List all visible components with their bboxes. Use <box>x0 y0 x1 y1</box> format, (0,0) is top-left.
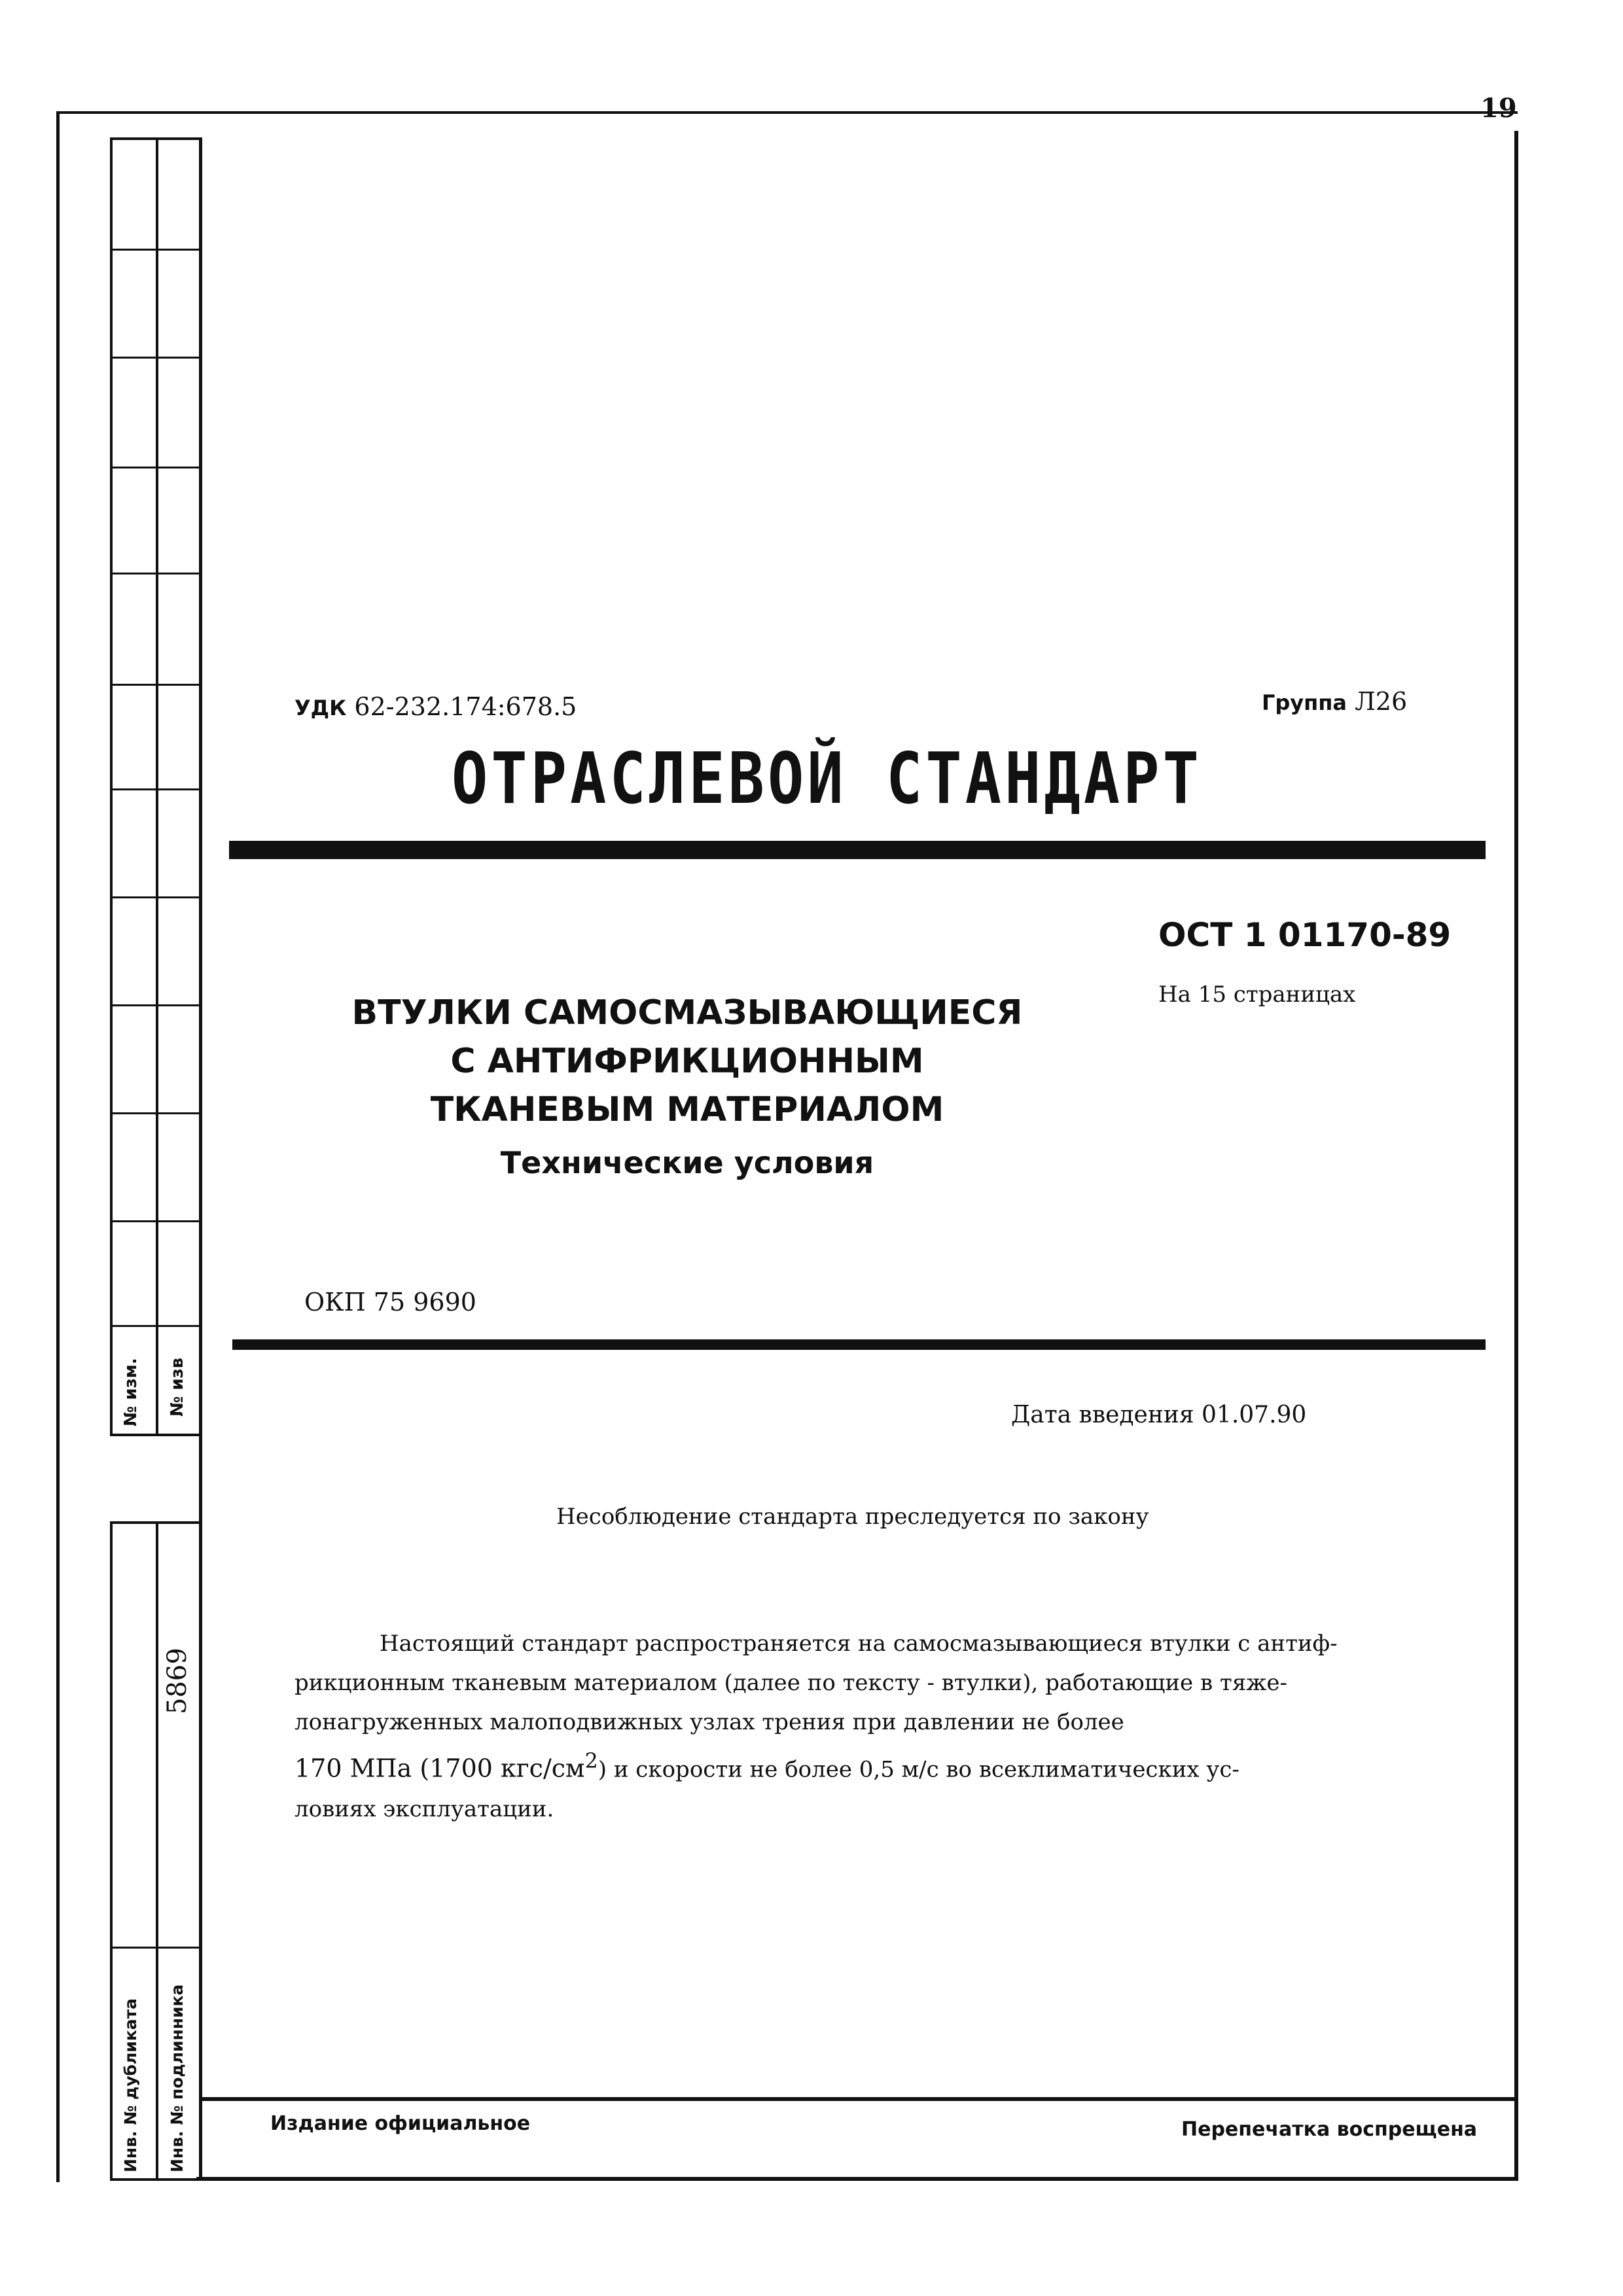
paragraph-line: Настоящий стандарт распространяется на самосмазывающиеся втулки с антиф- <box>380 1631 1338 1657</box>
margin-column-b-top <box>156 137 202 1436</box>
margin-divider <box>110 684 202 686</box>
paragraph-fragment: ) и скорости не более 0,5 м/с во всеклиматических ус- <box>597 1756 1240 1783</box>
margin-inventory-number: 5869 <box>162 1648 192 1714</box>
okp-code: ОКП 75 9690 <box>304 1288 476 1316</box>
paragraph-line: рикционным тканевым материалом (далее по тексту - втулки), работающие в тяже- <box>294 1670 1288 1696</box>
standard-designation: ОСТ 1 01170-89 <box>1158 916 1452 954</box>
footer-official-edition: Издание официальное <box>270 2112 531 2135</box>
standard-name-line3: ТКАНЕВЫМ МАТЕРИАЛОМ <box>430 1090 944 1129</box>
law-notice: Несоблюдение стандарта преследуется по закону <box>556 1504 1149 1530</box>
pages-info: На 15 страницах <box>1158 981 1356 1008</box>
margin-divider <box>110 1004 202 1006</box>
okp-rule <box>232 1339 1486 1350</box>
group-code <box>1262 687 1407 716</box>
footer-reprint-prohibited: Перепечатка воспрещена <box>1181 2118 1478 2141</box>
udk-code <box>294 692 577 721</box>
title-rule <box>229 841 1486 859</box>
margin-original-label: Инв. № подлинника <box>168 1984 187 2172</box>
group-label: Группа <box>1262 690 1347 715</box>
standard-subtitle: Технические условия <box>500 1145 874 1180</box>
margin-divider <box>110 1325 202 1327</box>
standard-name-line2: С АНТИФРИКЦИОННЫМ <box>450 1042 924 1081</box>
margin-izm-label: № изм. <box>121 1358 141 1426</box>
margin-divider <box>110 467 202 468</box>
paragraph-line: лонагруженных малоподвижных узлах трения при давлении не более <box>294 1709 1124 1735</box>
margin-column-a-top <box>110 137 156 1436</box>
standard-name-line1: ВТУЛКИ САМОСМАЗЫВАЮЩИЕСЯ <box>351 993 1023 1033</box>
margin-divider <box>110 1112 202 1114</box>
margin-izv-label: № изв <box>168 1357 187 1417</box>
margin-divider <box>110 1947 202 1949</box>
footer-rule <box>202 2097 1518 2101</box>
margin-divider <box>110 896 202 898</box>
margin-divider <box>110 1220 202 1222</box>
margin-divider <box>110 249 202 251</box>
udk-value: 62-232.174:678.5 <box>354 692 577 721</box>
margin-duplicate-label: Инв. № дубликата <box>121 1998 140 2172</box>
paragraph-line: ловиях эксплуатации. <box>294 1795 554 1822</box>
group-value: Л26 <box>1355 687 1408 716</box>
page-number: 19 <box>1480 93 1517 124</box>
scope-paragraph <box>294 1624 1420 1829</box>
document-title: ОТРАСЛЕВОЙ СТАНДАРТ <box>452 738 1203 820</box>
margin-divider <box>110 357 202 359</box>
introduction-date: Дата введения 01.07.90 <box>1011 1402 1307 1428</box>
inner-frame-line <box>199 137 202 2181</box>
page-frame-bottom <box>196 2177 1518 2181</box>
page-frame-right <box>1514 131 1518 2179</box>
udk-label: УДК <box>294 696 347 720</box>
paragraph-line <box>294 1742 1420 1790</box>
margin-divider <box>110 788 202 790</box>
superscript: 2 <box>584 1750 598 1773</box>
margin-divider <box>110 573 202 574</box>
paragraph-fragment: 170 МПа (1700 кгс/см <box>294 1754 585 1783</box>
